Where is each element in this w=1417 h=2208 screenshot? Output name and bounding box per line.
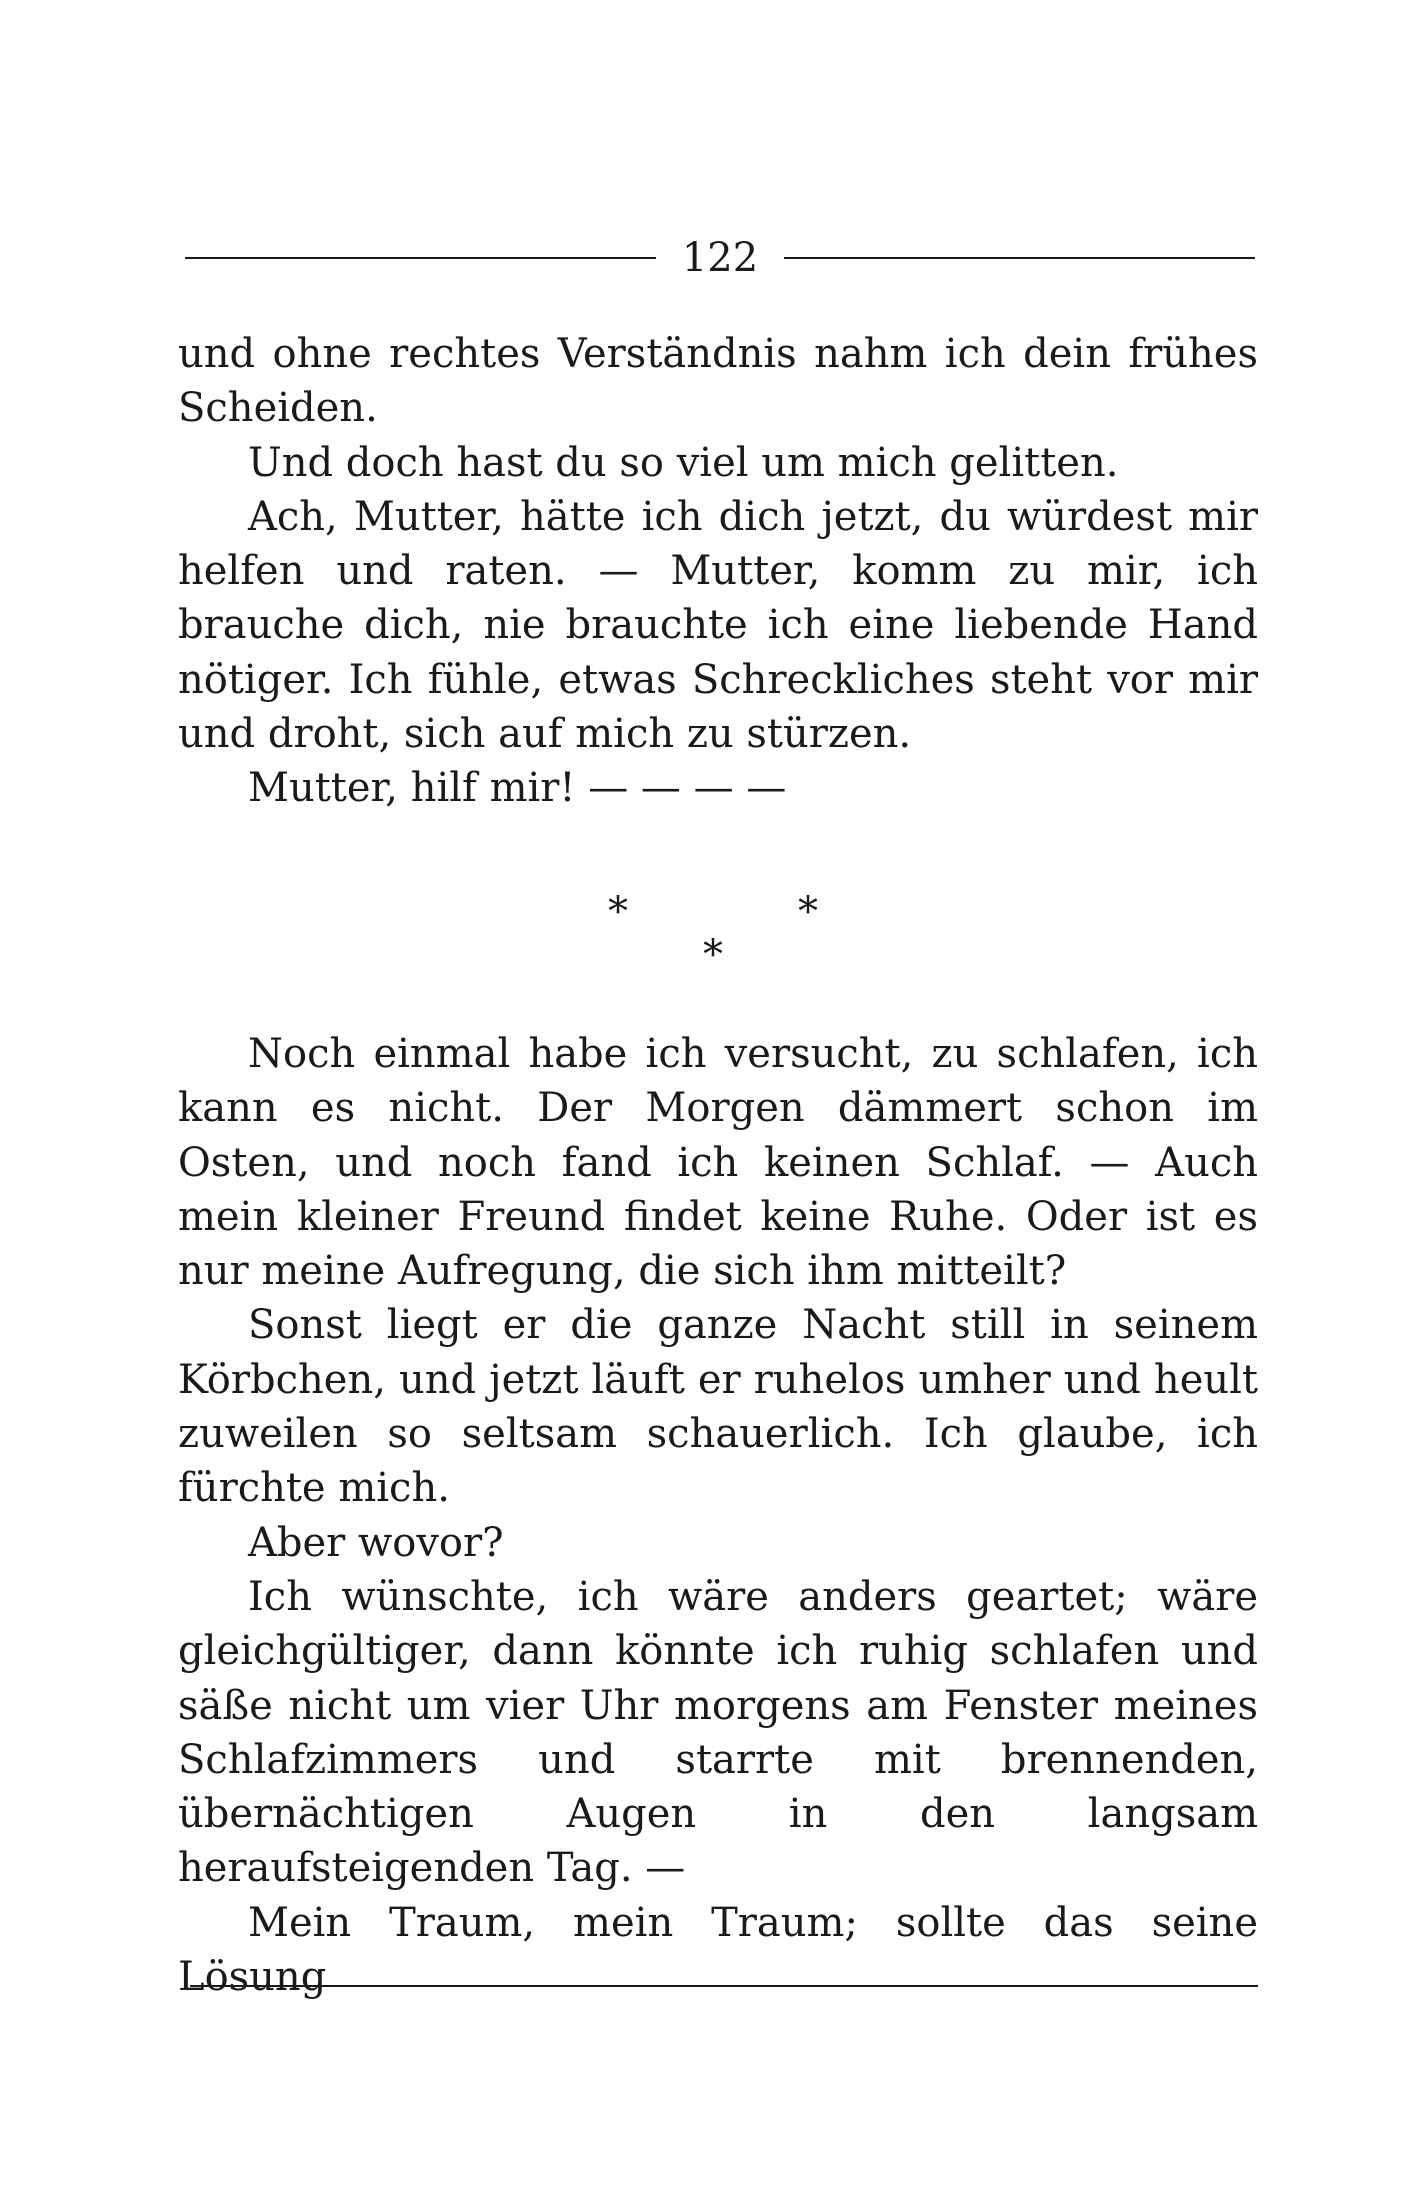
- header-rule-right: [784, 257, 1255, 259]
- page-number: 122: [681, 235, 759, 281]
- paragraph: Noch einmal habe ich versucht, zu schlafen, ich kann es nicht. Der Morgen dämmert schon im Osten, und noch fand ich keinen Schlaf. — Auch mein kleiner Freund findet keine Ruhe. Oder ist es nur meine Aufregung, die sich ihm mitteilt?: [178, 1031, 1258, 1295]
- paragraph-continuation: und ohne rechtes Verständnis nahm ich dein frühes Scheiden.: [178, 331, 1258, 432]
- page-header: [185, 228, 1255, 288]
- paragraph: Aber wovor?: [248, 1519, 504, 1566]
- separator-star: *: [798, 889, 818, 935]
- paragraph: Sonst liegt er die ganze Nacht still in seinem Körbchen, und jetzt läuft er ruhelos umher und heult zuweilen so seltsam schauerlich. Ich glaube, ich fürchte mich.: [178, 1302, 1258, 1512]
- separator-star: *: [703, 932, 723, 978]
- header-rule-left: [185, 257, 656, 259]
- paragraph: Ach, Mutter, hätte ich dich jetzt, du würdest mir helfen und raten. — Mutter, komm zu mir, ich brauche dich, nie brauchte ich eine liebende Hand nötiger. Ich fühle, etwas Schreckliches steht vor mir und droht, sich auf mich zu stürzen.: [178, 493, 1258, 758]
- section-separator: [560, 880, 860, 990]
- paragraph: Mein Traum, mein Traum; sollte das seine Lösung: [178, 1899, 1258, 2001]
- text-block-top: [178, 327, 1258, 816]
- paragraph: Ich wünschte, ich wäre anders geartet; wäre gleichgültiger, dann könnte ich ruhig schlafen und säße nicht um vier Uhr morgens am Fenster meines Schlafzimmers und starrte mit brennenden, übernächtigen Augen in den langsam heraufsteigenden Tag. —: [178, 1573, 1258, 1892]
- paragraph: Mutter, hilf mir! — — — —: [248, 765, 787, 812]
- separator-star: *: [608, 889, 628, 935]
- footer-rule: [190, 1985, 1258, 1987]
- text-block-bottom: [178, 1027, 1258, 2004]
- paragraph: Und doch hast du so viel um mich gelitten.: [248, 439, 1119, 486]
